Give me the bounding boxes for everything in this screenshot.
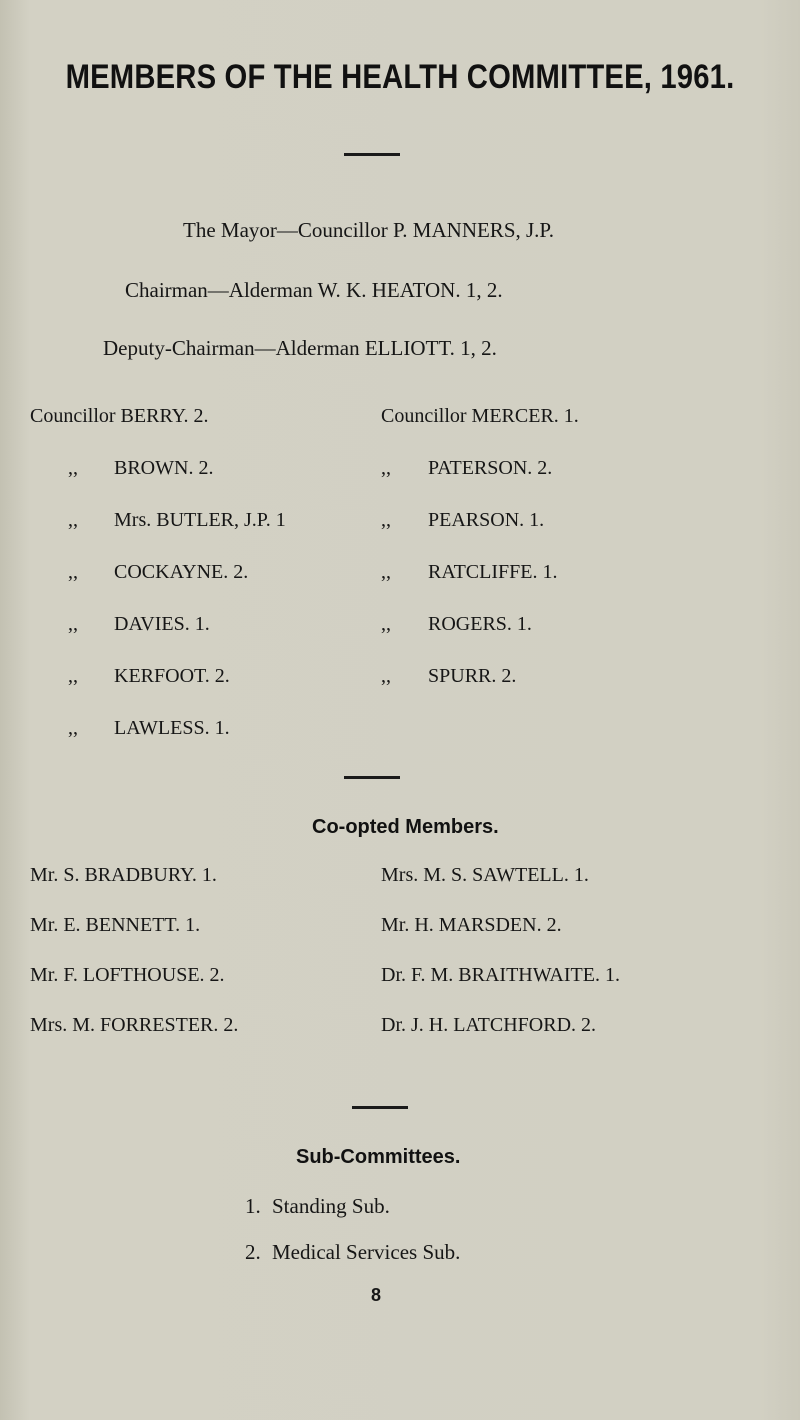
- ditto-mark: ,,: [68, 509, 78, 531]
- ditto-mark: ,,: [381, 665, 391, 687]
- councillor-name: ROGERS. 1.: [428, 613, 532, 635]
- subcommittee-label: Standing Sub.: [272, 1194, 390, 1218]
- councillor-name: MERCER. 1.: [471, 405, 579, 427]
- coopted-left-0: Mr. S. BRADBURY. 1.: [30, 864, 217, 886]
- subcommittee-number: 1.: [245, 1194, 261, 1218]
- coopted-heading: Co-opted Members.: [312, 816, 499, 838]
- ditto-mark: ,,: [68, 457, 78, 479]
- divider: [344, 153, 400, 156]
- coopted-right-1: Mr. H. MARSDEN. 2.: [381, 914, 562, 936]
- mayor-line: The Mayor—Councillor P. MANNERS, J.P.: [183, 218, 555, 242]
- divider: [352, 1106, 408, 1109]
- councillor-name: COCKAYNE. 2.: [114, 561, 249, 583]
- ditto-mark: ,,: [68, 561, 78, 583]
- councillor-name: Mrs. BUTLER, J.P. 1: [114, 509, 286, 531]
- ditto-mark: ,,: [68, 717, 78, 739]
- councillor-name: RATCLIFFE. 1.: [428, 561, 558, 583]
- ditto-mark: ,,: [68, 665, 78, 687]
- councillor-left-0: [30, 405, 209, 428]
- ditto-mark: ,,: [381, 509, 391, 531]
- deputy-chairman-line: Deputy-Chairman—Alderman ELLIOTT. 1, 2.: [103, 336, 497, 360]
- councillor-name: DAVIES. 1.: [114, 613, 210, 635]
- councillor-name: BERRY. 2.: [120, 405, 209, 427]
- councillor-name: PEARSON. 1.: [428, 509, 545, 531]
- page-number: 8: [371, 1285, 382, 1305]
- councillor-name: KERFOOT. 2.: [114, 665, 230, 687]
- chairman-line: Chairman—Alderman W. K. HEATON. 1, 2.: [125, 278, 503, 302]
- councillor-name: SPURR. 2.: [428, 665, 517, 687]
- coopted-left-1: Mr. E. BENNETT. 1.: [30, 914, 201, 936]
- councillor-name: PATERSON. 2.: [428, 457, 553, 479]
- subcommittee-label: Medical Services Sub.: [272, 1240, 461, 1264]
- coopted-right-3: Dr. J. H. LATCHFORD. 2.: [381, 1014, 597, 1036]
- councillor-name: BROWN. 2.: [114, 457, 214, 479]
- coopted-right-2: Dr. F. M. BRAITHWAITE. 1.: [381, 964, 620, 986]
- subcommittee-number: 2.: [245, 1240, 261, 1264]
- subcommittee-item: [245, 1194, 390, 1219]
- ditto-mark: ,,: [381, 457, 391, 479]
- subcommittee-item: [245, 1240, 460, 1265]
- ditto-mark: ,,: [381, 561, 391, 583]
- ditto-mark: ,,: [68, 613, 78, 635]
- ditto-mark: ,,: [381, 613, 391, 635]
- councillor-prefix: Councillor: [381, 405, 467, 427]
- coopted-left-2: Mr. F. LOFTHOUSE. 2.: [30, 964, 225, 986]
- divider: [344, 776, 400, 779]
- coopted-right-0: Mrs. M. S. SAWTELL. 1.: [381, 864, 589, 886]
- page-title: MEMBERS OF THE HEALTH COMMITTEE, 1961.: [65, 58, 735, 96]
- councillor-right-0: [381, 405, 579, 428]
- councillor-prefix: Councillor: [30, 405, 116, 427]
- councillor-name: LAWLESS. 1.: [114, 717, 230, 739]
- coopted-left-3: Mrs. M. FORRESTER. 2.: [30, 1014, 239, 1036]
- subcommittees-heading: Sub-Committees.: [296, 1146, 461, 1168]
